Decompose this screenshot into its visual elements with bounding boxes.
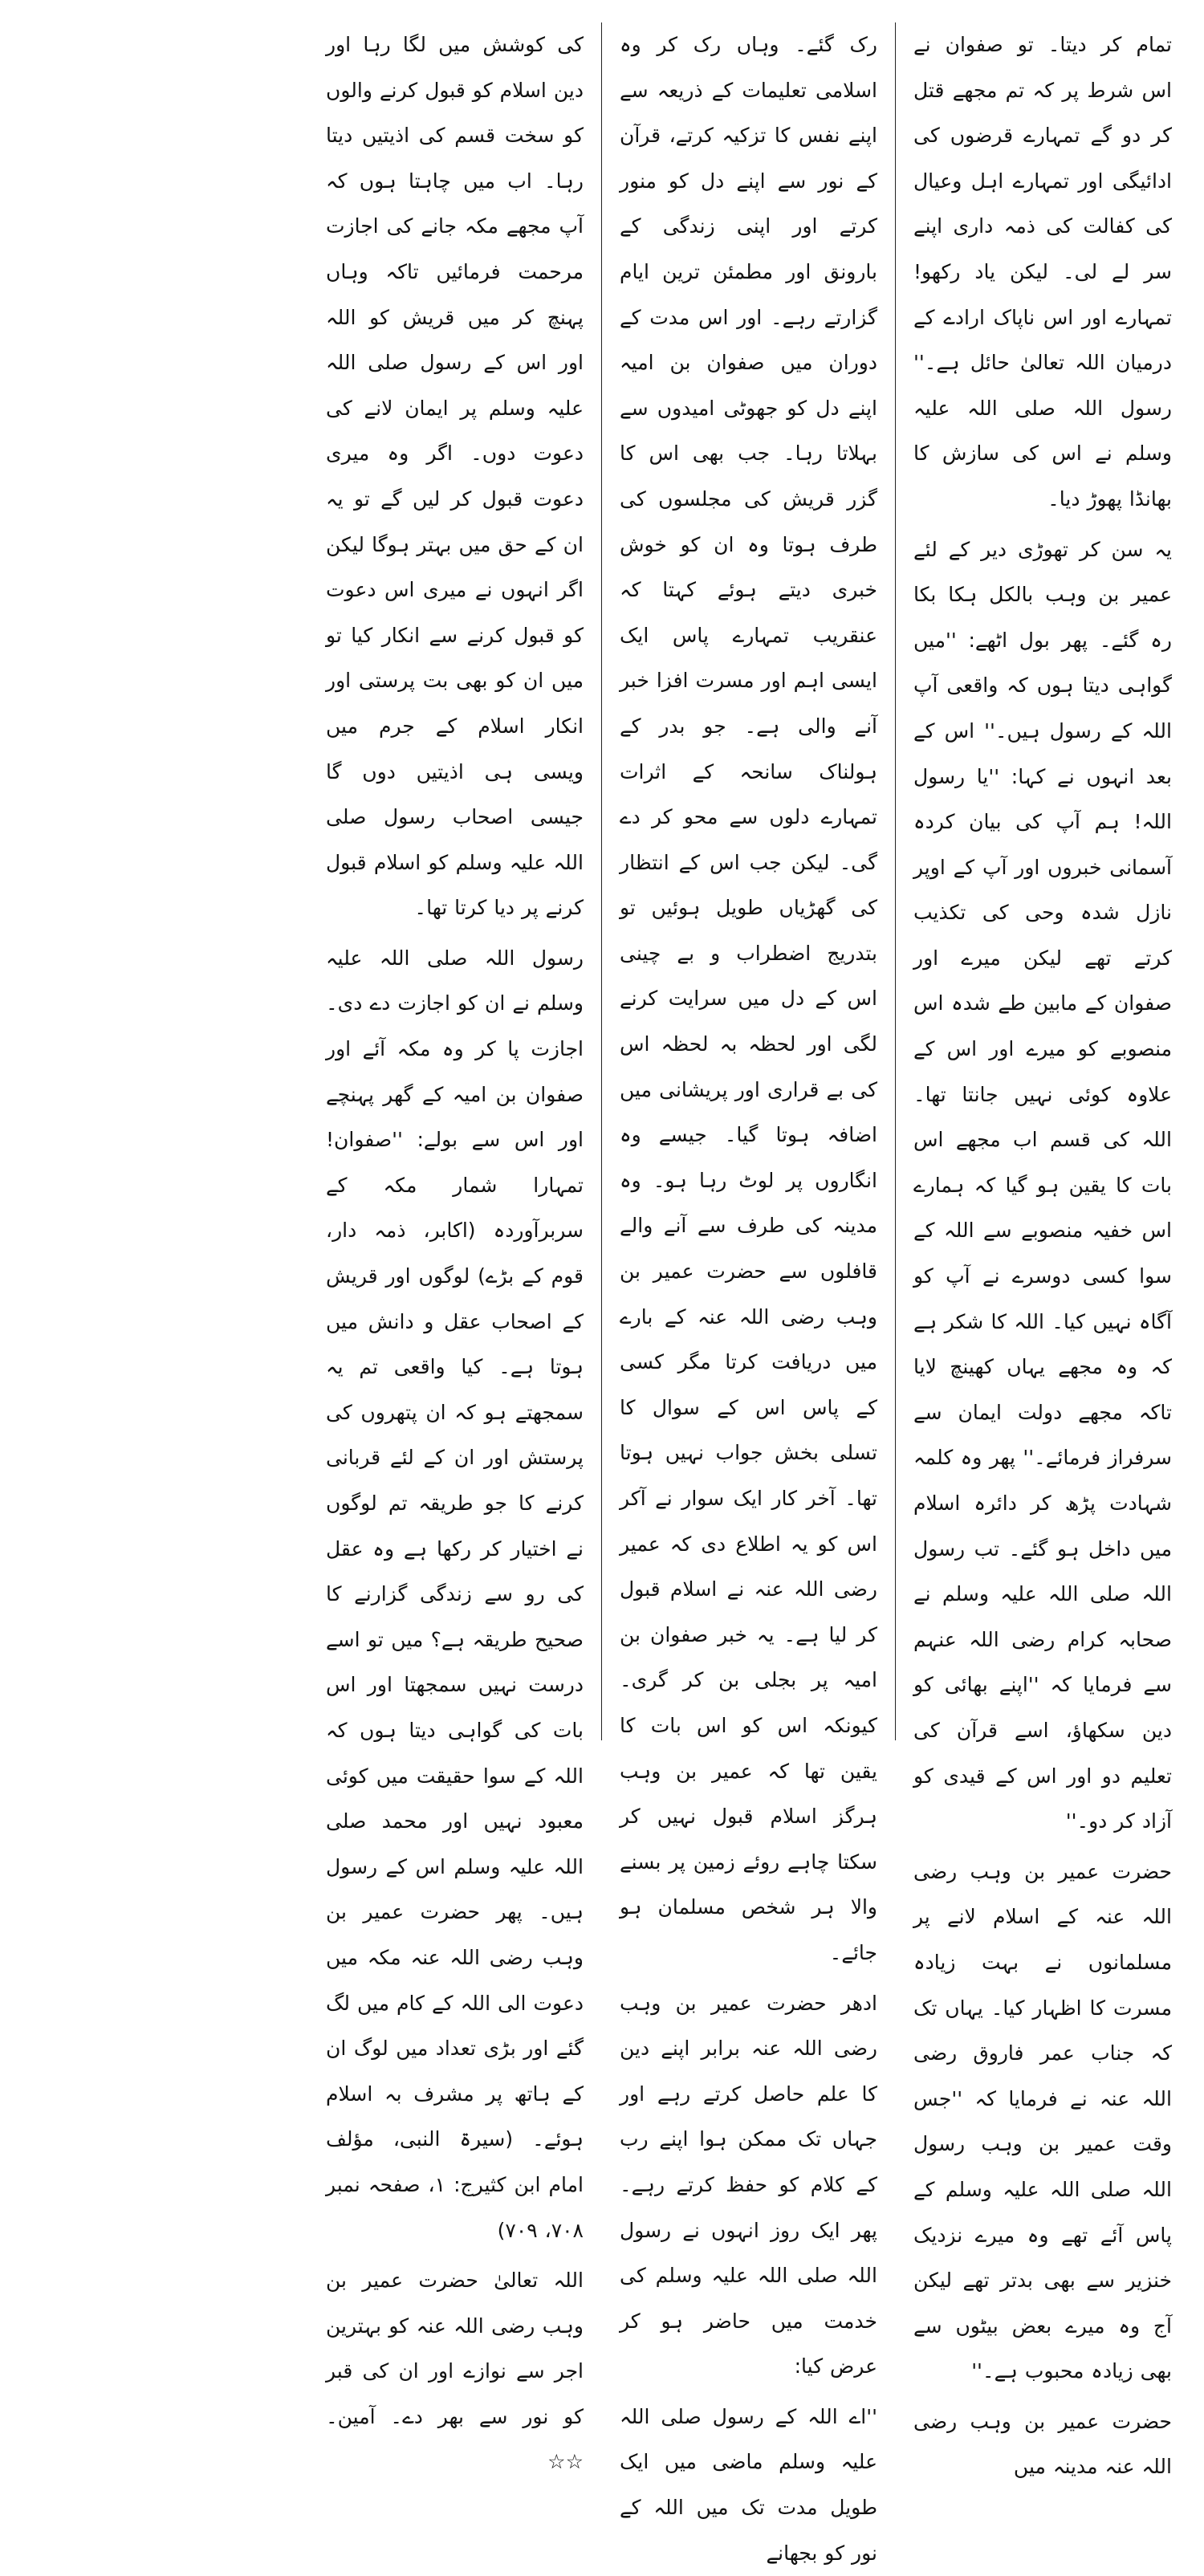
- paragraph: اللہ تعالیٰ حضرت عمیر بن وہب رضی اللہ عنہ کو بہترین اجر سے نوازے اور ان کی قبر کو نور سے بھر دے۔ آمین۔ ☆☆: [326, 2269, 584, 2474]
- paragraph: حضرت عمیر بن وہب رضی اللہ عنہ کے اسلام لانے پر مسلمانوں نے بہت زیادہ مسرت کا اظہار کیا۔ یہاں تک کہ جناب عمر فاروق رضی اللہ عنہ نے فرمایا کہ ''جس وقت عمیر بن وہب رسول اللہ صلی اللہ علیہ وسلم کے پاس آئے تھے وہ میرے نزدیک خنزیر سے بھی بدتر تھے لیکن آج وہ میرے بعض بیٹوں سے بھی زیادہ محبوب ہے۔'': [913, 1859, 1172, 2383]
- paragraph: ''اے اللہ کے رسول صلی اللہ علیہ وسلم ماضی میں ایک طویل مدت تک میں اللہ کے نور کو بجھانے: [620, 2404, 877, 2565]
- paragraph: حضرت عمیر بن وہب رضی اللہ عنہ مدینہ میں: [913, 2409, 1172, 2479]
- paragraph: یہ سن کر تھوڑی دیر کے لئے عمیر بن وہب بالکل ہکا بکا رہ گئے۔ پھر بول اٹھے: ''میں گواہی دیتا ہوں کہ واقعی آپ اللہ کے رسول ہیں۔'' اس کے بعد انہوں نے کہا: ''یا رسول اللہ! ہم آپ کی بیان کردہ آسمانی خبروں اور آپ کے اوپر نازل شدہ وحی کی تکذیب کرتے تھے لیکن میرے اور صفوان کے مابین طے شدہ اس منصوبے کو میرے اور اس کے علاوہ کوئی نہیں جانتا تھا۔ اللہ کی قسم اب مجھے اس بات کا یقین ہو گیا کہ ہمارے اس خفیہ منصوبے سے اللہ کے سوا کسی دوسرے نے آپ کو آگاہ نہیں کیا۔ اللہ کا شکر ہے کہ وہ مجھے یہاں کھینچ لایا تاکہ مجھے دولت ایمان سے سرفراز فرمائے۔'' پھر وہ کلمہ شہادت پڑھ کر دائرہ اسلام میں داخل ہو گئے۔ تب رسول اللہ صلی اللہ علیہ وسلم نے صحابہ کرام رضی اللہ عنہم سے فرمایا کہ ''اپنے بھائی کو دین سکھاؤ، اسے قرآن کی تعلیم دو اور اس کے قیدی کو آزاد کر دو۔'': [913, 537, 1172, 1833]
- column-right: [896, 22, 1190, 2479]
- paragraph: رک گئے۔ وہاں رک کر وہ اسلامی تعلیمات کے ذریعہ سے اپنے نفس کا تزکیہ کرتے، قرآن کے نور سے اپنے دل کو منور کرتے اور اپنی زندگی کے بارونق اور مطمئن ترین ایام گزارتے رہے۔ اور اس مدت کے دوران میں صفوان بن امیہ اپنے دل کو جھوٹی امیدوں سے بہلاتا رہا۔ جب بھی اس کا گزر قریش کی مجلسوں کی طرف ہوتا وہ ان کو خوش خبری دیتے ہوئے کہتا کہ عنقریب تمہارے پاس ایک ایسی اہم اور مسرت افزا خبر آنے والی ہے۔ جو بدر کے ہولناک سانحہ کے اثرات تمہارے دلوں سے محو کر دے گی۔ لیکن جب اس کے انتظار کی گھڑیاں طویل ہوئیں تو بتدریج اضطراب و بے چینی اس کے دل میں سرایت کرنے لگی اور لحظہ بہ لحظہ اس کی بے قراری اور پریشانی میں اضافہ ہوتا گیا۔ جیسے وہ انگاروں پر لوٹ رہا ہو۔ وہ مدینہ کی طرف سے آنے والے قافلوں سے حضرت عمیر بن وہب رضی اللہ عنہ کے بارے میں دریافت کرتا مگر کسی کے پاس اس کے سوال کا تسلی بخش جواب نہیں ہوتا تھا۔ آخر کار ایک سوار نے آکر اس کو یہ اطلاع دی کہ عمیر رضی اللہ عنہ نے اسلام قبول کر لیا ہے۔ یہ خبر صفوان بن امیہ پر بجلی بن کر گری۔ کیونکہ اس کو اس بات کا یقین تھا کہ عمیر بن وہب ہرگز اسلام قبول نہیں کر سکتا چاہے روئے زمین پر بسنے والا ہر شخص مسلمان ہو جائے۔: [620, 33, 877, 1964]
- column-left: [308, 22, 602, 2474]
- paragraph: ادھر حضرت عمیر بن وہب رضی اللہ عنہ برابر اپنے دین کا علم حاصل کرتے رہے اور جہاں تک ممکن ہوا اپنے رب کے کلام کو حفظ کرتے رہے۔ پھر ایک روز انہوں نے رسول اللہ صلی اللہ علیہ وسلم کی خدمت میں حاضر ہو کر عرض کیا:: [620, 1991, 877, 2379]
- column-middle: [602, 22, 896, 2565]
- paragraph: کی کوشش میں لگا رہا اور دین اسلام کو قبول کرنے والوں کو سخت قسم کی اذیتیں دیتا رہا۔ اب میں چاہتا ہوں کہ آپ مجھے مکہ جانے کی اجازت مرحمت فرمائیں تاکہ وہاں پہنچ کر میں قریش کو اللہ اور اس کے رسول صلی اللہ علیہ وسلم پر ایمان لانے کی دعوت دوں۔ اگر وہ میری دعوت قبول کر لیں گے تو یہ ان کے حق میں بہتر ہوگا لیکن اگر انہوں نے میری اس دعوت کو قبول کرنے سے انکار کیا تو میں ان کو بھی بت پرستی اور انکار اسلام کے جرم میں ویسی ہی اذیتیں دوں گا جیسی اصحاب رسول صلی اللہ علیہ وسلم کو اسلام قبول کرنے پر دیا کرتا تھا۔: [326, 33, 584, 920]
- paragraph: رسول اللہ صلی اللہ علیہ وسلم نے ان کو اجازت دے دی۔ اجازت پا کر وہ مکہ آئے اور صفوان بن امیہ کے گھر پہنچے اور اس سے بولے: ''صفوان! تمہارا شمار مکہ کے سربرآوردہ (اکابر، ذمہ دار، قوم کے بڑے) لوگوں اور قریش کے اصحاب عقل و دانش میں ہوتا ہے۔ کیا واقعی تم یہ سمجھتے ہو کہ ان پتھروں کی پرستش اور ان کے لئے قربانی کرنے کا جو طریقہ تم لوگوں نے اختیار کر رکھا ہے وہ عقل کی رو سے زندگی گزارنے کا صحیح طریقہ ہے؟ میں تو اسے درست نہیں سمجھتا اور اس بات کی گواہی دیتا ہوں کہ اللہ کے سوا حقیقت میں کوئی معبود نہیں اور محمد صلی اللہ علیہ وسلم اس کے رسول ہیں۔ پھر حضرت عمیر بن وہب رضی اللہ عنہ مکہ میں دعوت الی اللہ کے کام میں لگ گئے اور بڑی تعداد میں لوگ ان کے ہاتھ پر مشرف بہ اسلام ہوئے۔ (سیرۃ النبی، مؤلف امام ابن کثیرج: ۱، صفحہ نمبر ۷۰۸، ۷۰۹): [326, 946, 584, 2242]
- paragraph: تمام کر دیتا۔ تو صفوان نے اس شرط پر کہ تم مجھے قتل کر دو گے تمہارے قرضوں کی ادائیگی اور تمہارے اہل وعیال کی کفالت کی ذمہ داری اپنے سر لے لی۔ لیکن یاد رکھو! تمہارے اور اس ناپاک ارادے کے درمیان اللہ تعالیٰ حائل ہے۔'' رسول اللہ صلی اللہ علیہ وسلم نے اس کی سازش کا بھانڈا پھوڑ دیا۔: [913, 33, 1172, 511]
